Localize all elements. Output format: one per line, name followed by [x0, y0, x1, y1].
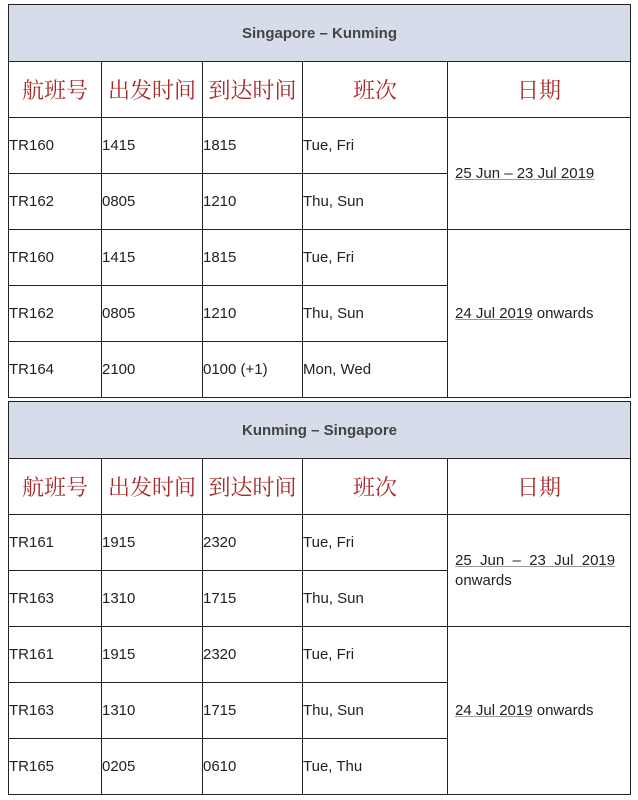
header-flight-number: 航班号 — [9, 459, 102, 515]
route-title: Kunming – Singapore — [9, 402, 631, 459]
header-departure-time: 出发时间 — [102, 459, 203, 515]
flight-number: TR163 — [9, 571, 102, 627]
date-suffix: onwards — [455, 571, 512, 589]
flight-number: TR160 — [9, 118, 102, 174]
departure-time: 1415 — [102, 230, 203, 286]
header-row — [9, 62, 631, 118]
table-title-row — [9, 402, 631, 459]
flight-number: TR165 — [9, 739, 102, 795]
arrival-time: 1815 — [203, 230, 303, 286]
operating-days: Tue, Fri — [303, 627, 448, 683]
operating-days: Thu, Sun — [303, 174, 448, 230]
operating-days: Tue, Fri — [303, 118, 448, 174]
departure-time: 1915 — [102, 515, 203, 571]
departure-time: 1415 — [102, 118, 203, 174]
departure-time: 2100 — [102, 342, 203, 398]
operating-days: Mon, Wed — [303, 342, 448, 398]
departure-time: 1310 — [102, 571, 203, 627]
operating-days: Thu, Sun — [303, 286, 448, 342]
date-suffix: onwards — [532, 701, 594, 719]
date-range — [448, 230, 631, 398]
table-row — [9, 118, 631, 174]
arrival-time: 1715 — [203, 571, 303, 627]
schedule-table-sin-kmg — [8, 4, 631, 398]
date-range — [448, 627, 631, 795]
schedule-table-kmg-sin — [8, 401, 631, 795]
flight-number: TR160 — [9, 230, 102, 286]
arrival-time: 1210 — [203, 286, 303, 342]
header-departure-time: 出发时间 — [102, 62, 203, 118]
table-row — [9, 230, 631, 286]
header-frequency: 班次 — [303, 62, 448, 118]
date-range-text: 25 Jun – 23 Jul 2019 — [455, 551, 616, 569]
arrival-time: 1715 — [203, 683, 303, 739]
header-frequency: 班次 — [303, 459, 448, 515]
flight-number: TR162 — [9, 286, 102, 342]
departure-time: 1915 — [102, 627, 203, 683]
arrival-time: 2320 — [203, 627, 303, 683]
flight-number: TR161 — [9, 627, 102, 683]
departure-time: 1310 — [102, 683, 203, 739]
header-arrival-time: 到达时间 — [203, 62, 303, 118]
flight-number: TR162 — [9, 174, 102, 230]
arrival-time: 1815 — [203, 118, 303, 174]
header-flight-number: 航班号 — [9, 62, 102, 118]
departure-time: 0805 — [102, 174, 203, 230]
flight-number: TR163 — [9, 683, 102, 739]
operating-days: Tue, Thu — [303, 739, 448, 795]
header-arrival-time: 到达时间 — [203, 459, 303, 515]
date-suffix: onwards — [532, 304, 594, 322]
arrival-time: 2320 — [203, 515, 303, 571]
flight-number: TR161 — [9, 515, 102, 571]
date-range — [448, 515, 631, 627]
date-range-text: 24 Jul 2019 — [455, 701, 533, 719]
arrival-time: 0100 (+1) — [203, 342, 303, 398]
header-date: 日期 — [448, 459, 631, 515]
operating-days: Tue, Fri — [303, 515, 448, 571]
departure-time: 0205 — [102, 739, 203, 795]
date-range-text: 24 Jul 2019 — [455, 304, 533, 322]
operating-days: Thu, Sun — [303, 683, 448, 739]
operating-days: Tue, Fri — [303, 230, 448, 286]
operating-days: Thu, Sun — [303, 571, 448, 627]
date-range — [448, 118, 631, 230]
arrival-time: 1210 — [203, 174, 303, 230]
header-date: 日期 — [448, 62, 631, 118]
date-range-text: 25 Jun – 23 Jul 2019 — [455, 164, 595, 182]
route-title: Singapore – Kunming — [9, 5, 631, 62]
flight-number: TR164 — [9, 342, 102, 398]
table-row — [9, 515, 631, 571]
table-title-row — [9, 5, 631, 62]
departure-time: 0805 — [102, 286, 203, 342]
arrival-time: 0610 — [203, 739, 303, 795]
table-row — [9, 627, 631, 683]
header-row — [9, 459, 631, 515]
